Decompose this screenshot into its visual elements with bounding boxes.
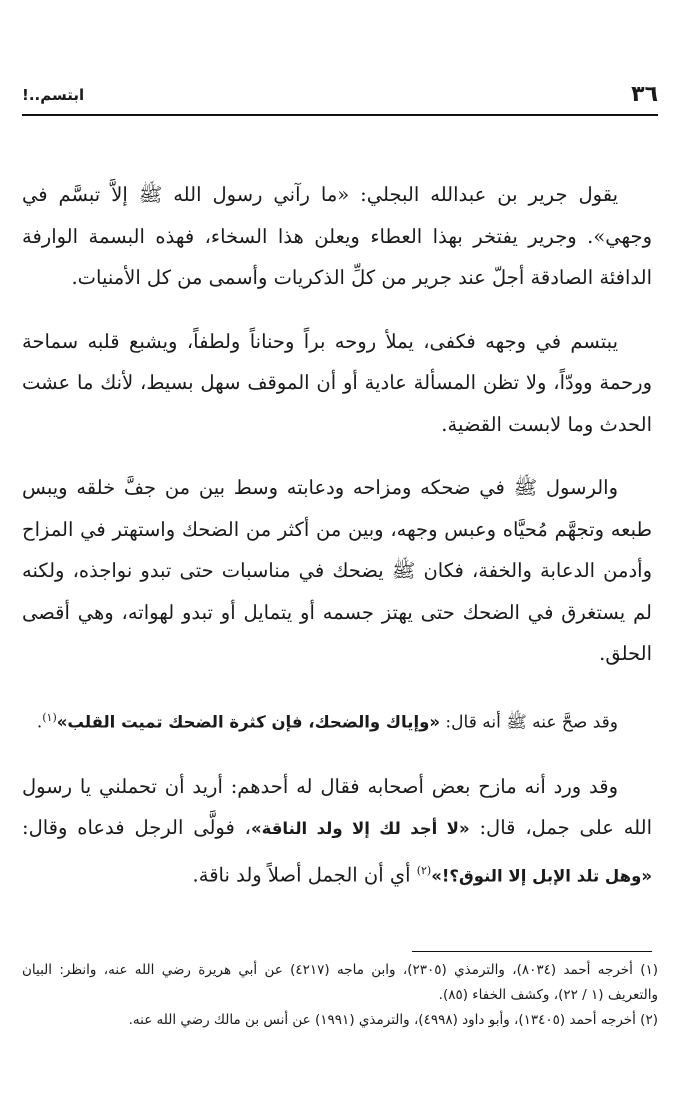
footnotes xyxy=(22,958,658,1033)
main-text xyxy=(22,174,652,919)
paragraph-5-part-3: أي أن الجمل أصلاً ولد ناقة. xyxy=(192,863,417,887)
footnote-2: (٢) أخرجه أحمد (١٣٤٠٥)، وأبو داود (٤٩٩٨)، والترمذي (١٩٩١) عن أنس بن مالك رضي الله عنه. xyxy=(128,1012,658,1028)
running-title: ابتسم..! xyxy=(22,86,85,104)
paragraph-4-end: . xyxy=(36,712,43,733)
quote-camel-2: «وهل تلد الإبل إلا النوق؟!» xyxy=(431,866,652,886)
page-number: ٣٦ xyxy=(631,82,658,107)
paragraph-4 xyxy=(22,697,652,744)
footnote-1: (١) أخرجه أحمد (٨٠٣٤)، والترمذي (٢٣٠٥)، وابن ماجه (٤٢١٧) عن أبي هريرة رضي الله عنه، وانظر: البيان والتعريف (١ / ٢٢)، وكشف الخفاء (٨٥). xyxy=(22,962,659,1003)
footnote-ref-2: (٢) xyxy=(416,863,432,877)
paragraph-2: يبتسم في وجهه فكفى، يملأ روحه براً وحناناً ولطفاً، ويشبع قلبه سماحة ورحمة وودّاً، ولا تظن المسألة عادية أو أن الموقف سهل بسيط، لأنك ما عشت الحدث وما لابست القضية. xyxy=(22,329,652,436)
header-rule xyxy=(22,114,658,116)
page-header xyxy=(22,82,658,112)
hadith-quote: «وإياك والضحك، فإن كثرة الضحك تميت القلب» xyxy=(56,712,441,732)
paragraph-5-part-1: وقد ورد أنه مازح بعض أصحابه فقال له أحدهم: أريد أن تحملني يا رسول الله على جمل، قال: xyxy=(22,774,652,840)
quote-camel-1: «لا أجد لك إلا ولد الناقة» xyxy=(250,819,470,839)
footnote-separator xyxy=(412,951,652,952)
paragraph-3: والرسول ﷺ في ضحكه ومزاحه ودعابته وسط بين من جفَّ خلقه ويبس طبعه وتجهَّم مُحيَّاه وعبس وجهه، وبين من أكثر من الضحك واستهتر في المزاح وأدمن الدعابة والخفة، فكان ﷺ يضحك في مناسبات حتى تبدو نواجذه، ولكنه لم يستغرق في الضحك حتى يهتز جسمه أو يتمايل أو تبدو لهواته، وهي أقصى الحلق. xyxy=(22,476,652,665)
footnote-ref-1: (١) xyxy=(42,710,57,724)
paragraph-4-intro: وقد صحَّ عنه ﷺ أنه قال: xyxy=(440,712,618,733)
paragraph-5-part-2: ، فولَّى الرجل فدعاه وقال: xyxy=(22,816,251,840)
paragraph-1: يقول جرير بن عبدالله البجلي: «ما رآني رسول الله ﷺ إلاَّ تبسَّم في وجهي». وجرير يفتخر بهذا العطاء ويعلن هذا السخاء، فهذه البسمة الوارفة الدافئة الصادقة أجلّ عند جرير من كلِّ الذكريات وأسمى من كل الأمنيات. xyxy=(22,183,652,289)
paragraph-5 xyxy=(22,766,652,897)
